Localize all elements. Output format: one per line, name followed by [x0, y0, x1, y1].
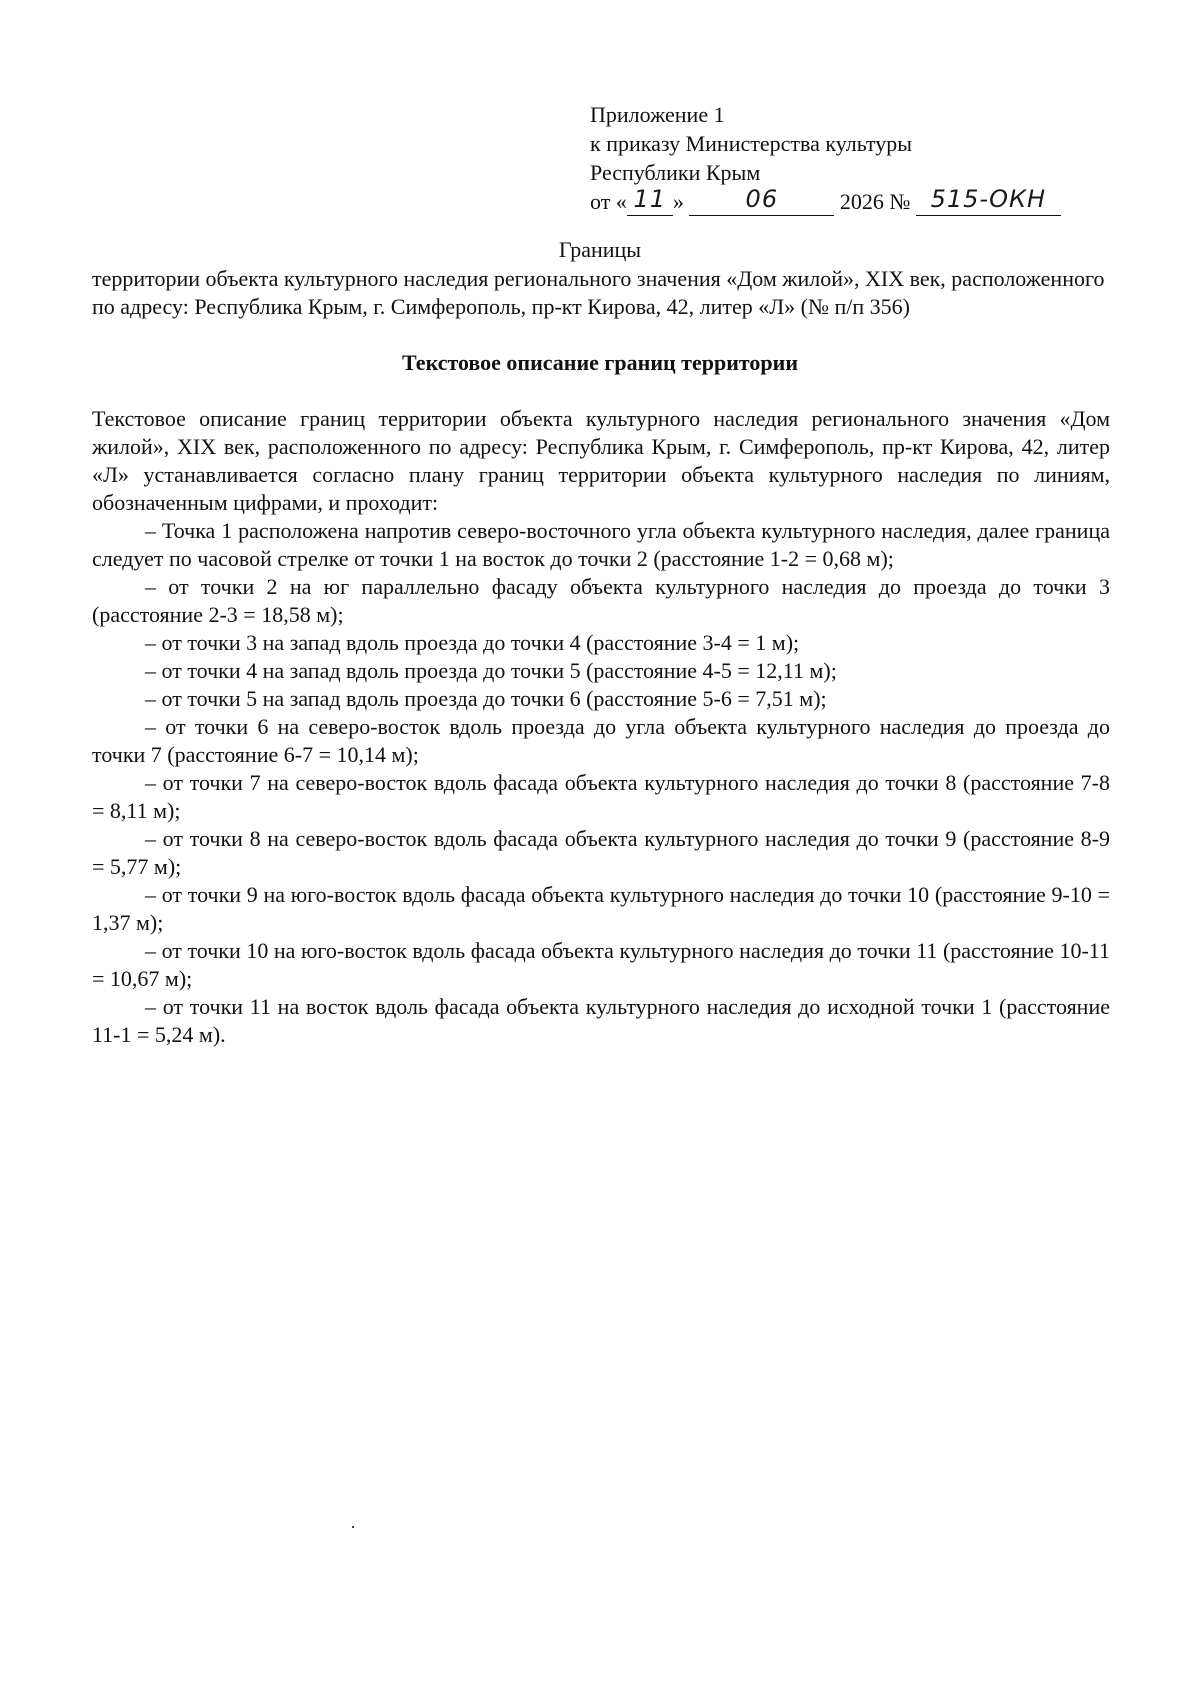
boundary-item-7: – от точки 7 на северо-восток вдоль фасада объекта культурного наследия до точки 8 (расстояние 7-8 = 8,11 м);	[92, 770, 1110, 823]
document-subtitle: территории объекта культурного наследия регионального значения «Дом жилой», XIX век, расположенного по адресу: Республика Крым, г. Симферополь, пр-кт Кирова, 42, литер «Л» (№ п/п 356)	[92, 266, 1105, 319]
boundary-item-1: – Точка 1 расположена напротив северо-восточного угла объекта культурного наследия, далее граница следует по часовой стрелке от точки 1 на восток до точки 2 (расстояние 1-2 = 0,68 м);	[92, 518, 1110, 571]
description-body	[92, 405, 1110, 1049]
date-month-field	[689, 185, 834, 216]
scan-speck	[352, 1526, 354, 1528]
republic-name: Республики Крым	[590, 160, 761, 185]
boundary-item-8: – от точки 8 на северо-восток вдоль фасада объекта культурного наследия до точки 9 (расстояние 8-9 = 5,77 м);	[92, 826, 1110, 879]
boundary-item-3: – от точки 3 на запад вдоль проезда до точки 4 (расстояние 3-4 = 1 м);	[145, 630, 800, 655]
boundary-item-4: – от точки 4 на запад вдоль проезда до точки 5 (расстояние 4-5 = 12,11 м);	[145, 658, 837, 683]
order-number-handwritten: 515-ОКН	[930, 185, 1047, 213]
boundary-item-6: – от точки 6 на северо-восток вдоль проезда до угла объекта культурного наследия до проезда до точки 7 (расстояние 6-7 = 10,14 м);	[92, 714, 1110, 767]
intro-paragraph: Текстовое описание границ территории объекта культурного наследия регионального значения «Дом жилой», XIX век, расположенного по адресу: Республика Крым, г. Симферополь, пр-кт Кирова, 42, литер «Л» устанавливается согласно плану границ территории объекта культурного наследия по линиям, обозначенным цифрами, и проходит:	[92, 406, 1110, 515]
document-title: Границы	[558, 237, 642, 262]
appendix-header	[590, 100, 1061, 216]
boundary-item-2: – от точки 2 на юг параллельно фасаду объекта культурного наследия до проезда до точки 3 (расстояние 2-3 = 18,58 м);	[92, 574, 1110, 627]
boundary-item-10: – от точки 10 на юго-восток вдоль фасада объекта культурного наследия до точки 11 (расстояние 10-11 = 10,67 м);	[92, 938, 1110, 991]
section-heading: Текстовое описание границ территории	[401, 350, 799, 375]
date-day-field	[627, 185, 673, 216]
order-number-field	[916, 185, 1061, 216]
boundary-item-5: – от точки 5 на запад вдоль проезда до точки 6 (расстояние 5-6 = 7,51 м);	[145, 686, 827, 711]
date-day-handwritten: 11	[633, 185, 667, 213]
appendix-label: Приложение 1	[590, 102, 725, 127]
date-prefix: от «	[590, 189, 627, 214]
date-month-handwritten: 06	[745, 185, 779, 213]
year-and-number-label: 2026 №	[839, 189, 911, 214]
order-reference: к приказу Министерства культуры	[590, 131, 913, 156]
boundary-item-11: – от точки 11 на восток вдоль фасада объекта культурного наследия до исходной точки 1 (расстояние 11-1 = 5,24 м).	[92, 994, 1110, 1047]
date-quote-close: »	[672, 189, 684, 214]
boundary-item-9: – от точки 9 на юго-восток вдоль фасада объекта культурного наследия до точки 10 (расстояние 9-10 = 1,37 м);	[92, 882, 1110, 935]
date-number-line	[590, 187, 1061, 216]
